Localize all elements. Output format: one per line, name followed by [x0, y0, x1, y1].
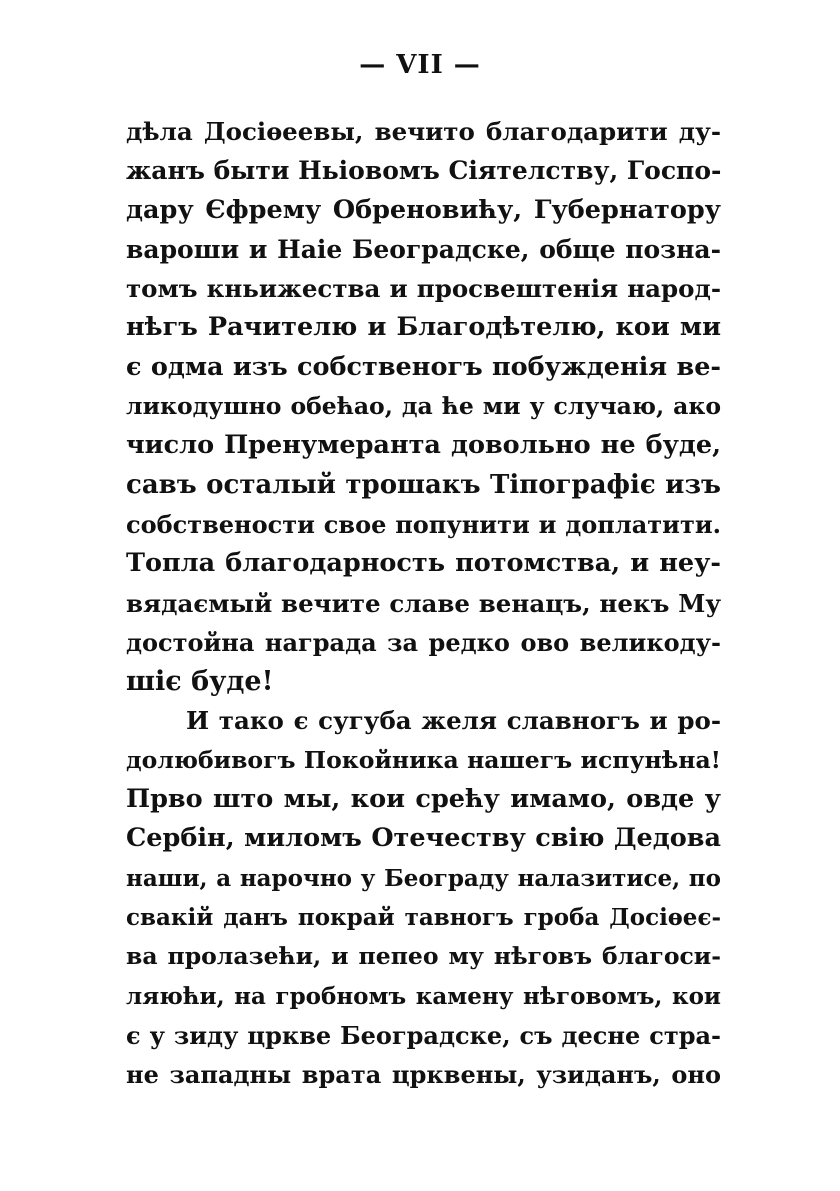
- text-line: дѣла Досіѳеевы, вечито благодарити ду-: [126, 117, 721, 146]
- text-line: жанъ быти Ньіовомъ Сіятелству, Госпо-: [126, 156, 722, 186]
- text-line: томъ кньижества и просвештенія народ-: [126, 274, 721, 304]
- text-line: савъ осталый трошакъ Тіпографіє изъ: [126, 469, 721, 500]
- text-line: И тако є сугуба желя славногъ и ро-: [186, 706, 721, 736]
- text-line: долюбивогъ Покойника нашегъ испунѣна!: [126, 745, 721, 774]
- text-line: Топла благодарность потомства, и неу-: [126, 548, 721, 579]
- text-line: не западны врата црквены, узиданъ, оно: [126, 1060, 721, 1090]
- page-number: — VII —: [359, 50, 481, 80]
- text-line: ликодушно обећао, да ће ми у случаю, ако: [126, 392, 721, 421]
- text-line: достойна награда за редко ово великоду-: [126, 627, 721, 657]
- text-line: собствености свое попунити и доплатити.: [126, 509, 721, 539]
- text-line: наши, а нарочно у Београду налазитисе, по: [126, 864, 721, 892]
- text-line: вядаємый вечите славе венацъ, некъ Му: [126, 588, 721, 618]
- text-line: ва пролазећи, и пепео му нѣговъ благоси-: [126, 942, 721, 971]
- text-line: вароши и Наіе Београдске, обще позна-: [126, 234, 721, 264]
- text-line: ляюћи, на гробномъ камену нѣговомъ, кои: [126, 982, 721, 1010]
- body-text: [126, 112, 721, 1094]
- text-line: число Пренумеранта довольно не буде,: [126, 430, 721, 461]
- text-line: нѣгъ Рачителю и Благодѣтелю, кои ми: [126, 312, 721, 343]
- text-line: є у зиду цркве Београдске, съ десне стра-: [126, 1020, 721, 1050]
- text-line: Прво што мы, кои срећу имамо, овде у: [126, 784, 721, 815]
- text-line: свакій данъ покрай тавногъ гроба Досіѳеє-: [126, 903, 721, 931]
- text-line: шіє буде!: [126, 666, 274, 698]
- text-line: є одма изъ собственогъ побужденія ве-: [126, 351, 721, 382]
- text-line: Сербін, миломъ Отечеству свію Дедова: [126, 823, 721, 854]
- text-line: дару Єфрему Обреновићу, Губернатору: [126, 194, 721, 225]
